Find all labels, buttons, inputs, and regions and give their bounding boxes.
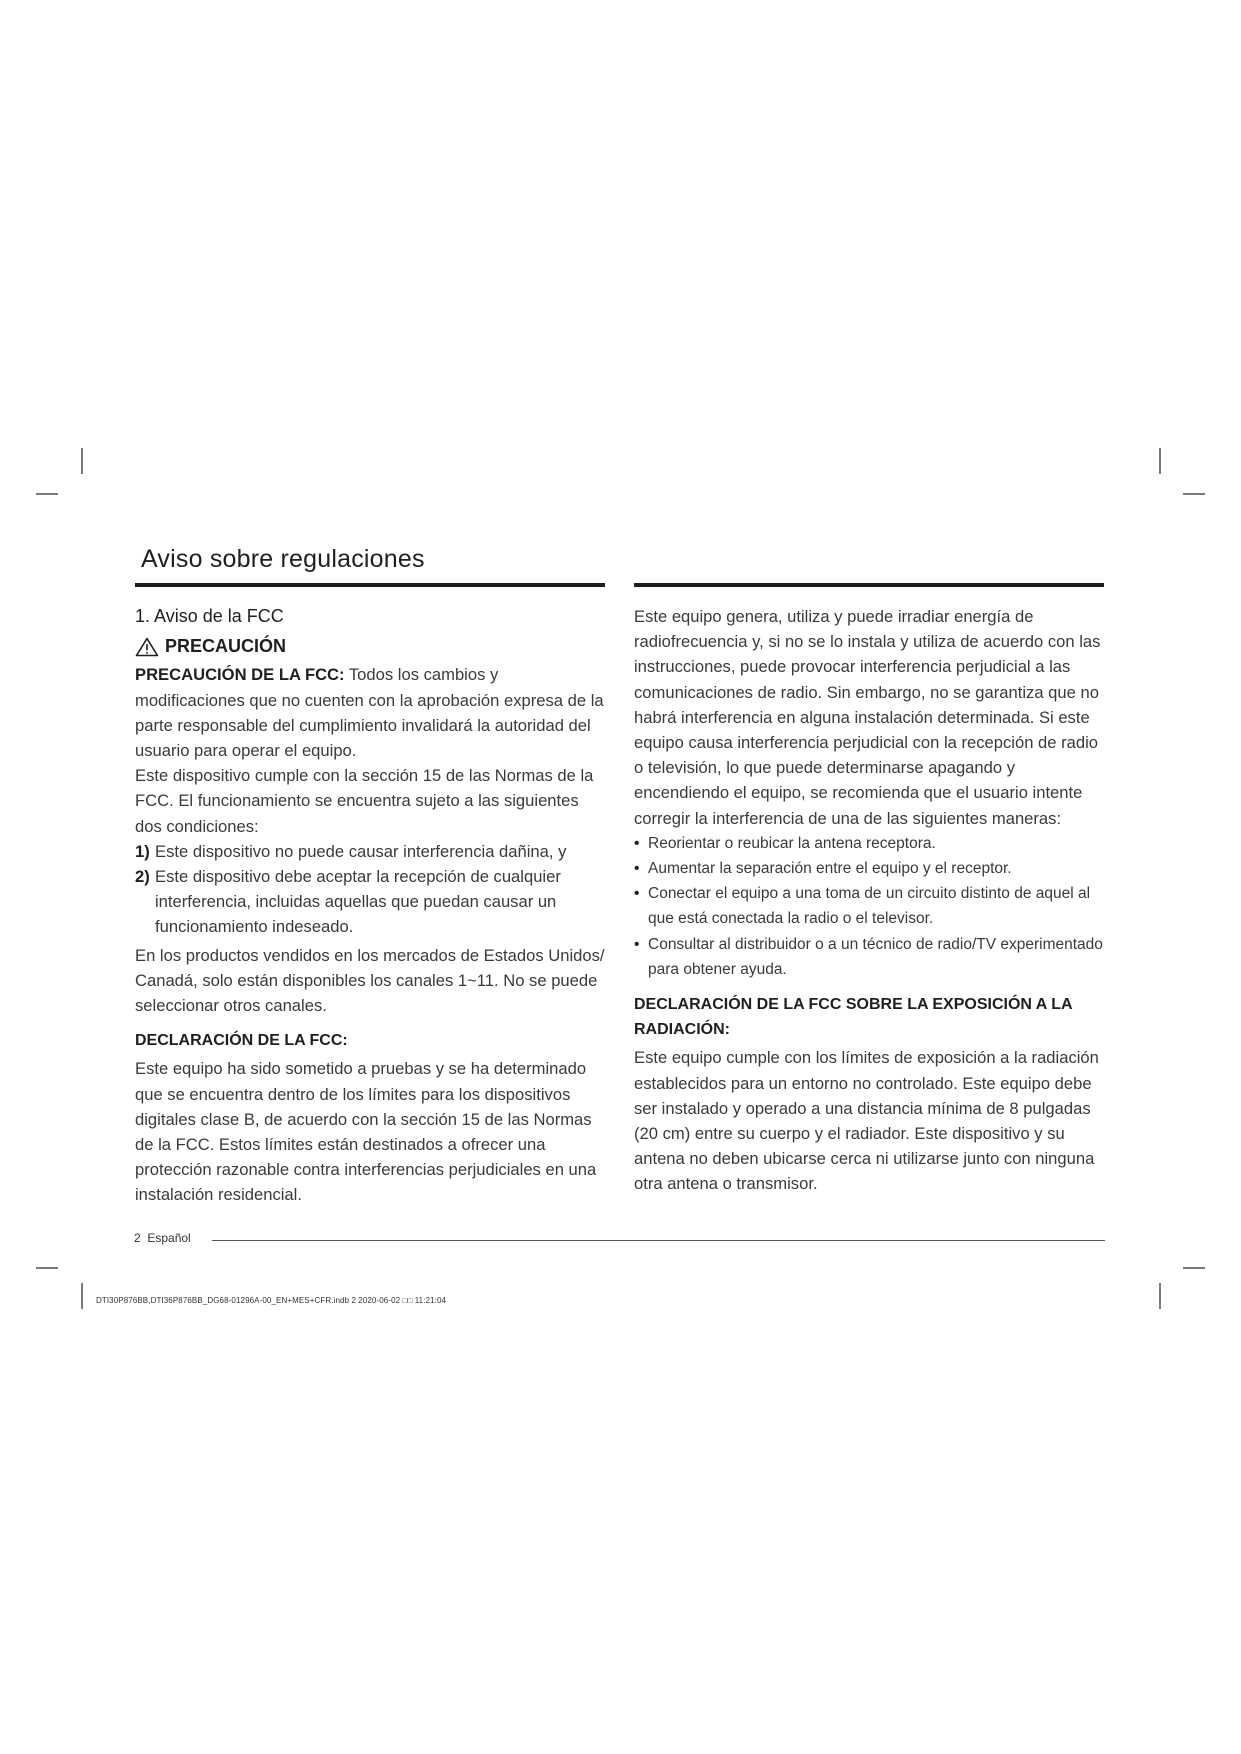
- caution-heading: [135, 634, 605, 659]
- condition-item: [135, 864, 605, 940]
- right-column: [634, 604, 1104, 1197]
- list-item: [634, 932, 1104, 982]
- crop-mark-top-right-vertical: [1159, 448, 1161, 474]
- crop-mark-bottom-left-horizontal: [36, 1267, 58, 1269]
- radiation-paragraph: Este equipo cumple con los límites de exposición a la radiación establecidos para un entorno no controlado. Este equipo debe ser instalado y operado a una distancia mínima de 8 pulgadas (20 cm) entre su cuerpo y el radiador. Este dispositivo y su antena no deben ubicarse cerca ni utilizarse junto con ninguna otra antena o transmisor.: [634, 1048, 1099, 1194]
- condition-number: 2): [135, 867, 150, 887]
- footer-rule: [212, 1240, 1105, 1241]
- condition-number: 1): [135, 841, 150, 861]
- bullet-icon: •: [634, 935, 640, 953]
- measure-text: Consultar al distribuidor o a un técnico de radio/TV experimentado para obtener ayuda.: [648, 935, 1103, 978]
- measure-text: Aumentar la separación entre el equipo y el receptor.: [648, 860, 1012, 878]
- page-footer: [134, 1231, 191, 1245]
- list-item: [634, 856, 1104, 881]
- section-title: 1. Aviso de la FCC: [135, 606, 284, 626]
- measure-text: Conectar el equipo a una toma de un circuito distinto de aquel al que está conectada la radio o el televisor.: [648, 885, 1091, 928]
- bullet-icon: •: [634, 885, 640, 903]
- caution-lead: PRECAUCIÓN DE LA FCC:: [135, 665, 345, 685]
- radiation-title: DECLARACIÓN DE LA FCC SOBRE LA EXPOSICIÓN A LA RADIACIÓN:: [634, 996, 1072, 1039]
- crop-mark-top-left-horizontal: [36, 493, 58, 495]
- crop-mark-top-left-vertical: [81, 448, 83, 474]
- caution-paragraph: [135, 662, 605, 763]
- page-language: Español: [147, 1231, 191, 1245]
- bullet-icon: •: [634, 834, 640, 852]
- interference-paragraph: Este equipo genera, utiliza y puede irradiar energía de radiofrecuencia y, si no se lo instala y utiliza de acuerdo con las instrucciones, puede provocar interferencia perjudicial a las comunicaciones de radio. Sin embargo, no se garantiza que no habrá interferencia en alguna instalación determinada. Si este equipo causa interferencia perjudicial con la recepción de radio o televisión, lo que puede determinarse apagando y encendiendo el equipo, se recomienda que el usuario intente corregir la interferencia de una de las siguientes maneras:: [634, 607, 1101, 828]
- list-item: [634, 881, 1104, 931]
- print-slug: DTI30P876BB,DTI36P876BB_DG68-01296A-00_EN+MES+CFR.indb 2 2020-06-02 □□ 11:21:04: [96, 1296, 447, 1305]
- title-rule-right: [634, 583, 1104, 587]
- condition-text: Este dispositivo debe aceptar la recepción de cualquier interferencia, incluidas aquellas que puedan causar un funcionamiento indeseado.: [155, 867, 561, 937]
- list-item: [634, 831, 1104, 856]
- compliance-paragraph: Este dispositivo cumple con la sección 15 de las Normas de la FCC. El funcionamiento se encuentra sujeto a las siguientes dos condiciones:: [135, 766, 594, 836]
- measure-text: Reorientar o reubicar la antena receptora.: [648, 834, 936, 852]
- crop-mark-bottom-left-vertical: [81, 1283, 83, 1309]
- declaration-paragraph: Este equipo ha sido sometido a pruebas y se ha determinado que se encuentra dentro de los límites para los dispositivos digitales clase B, de acuerdo con la sección 15 de las Normas de la FCC. Estos límites están destinados a ofrecer una protección razonable contra interferencias perjudiciales en una instalación residencial.: [135, 1059, 597, 1205]
- page-number: 2: [134, 1231, 141, 1245]
- warning-icon: [135, 637, 159, 657]
- crop-mark-bottom-right-vertical: [1159, 1283, 1161, 1309]
- crop-mark-top-right-horizontal: [1183, 493, 1205, 495]
- channels-paragraph: En los productos vendidos en los mercados de Estados Unidos/ Canadá, solo están disponibles los canales 1~11. No se puede seleccionar otros canales.: [135, 945, 605, 1016]
- declaration-title: DECLARACIÓN DE LA FCC:: [135, 1032, 348, 1050]
- page-title: Aviso sobre regulaciones: [141, 545, 425, 573]
- crop-mark-bottom-right-horizontal: [1183, 1267, 1205, 1269]
- measures-list: [634, 831, 1104, 982]
- bullet-icon: •: [634, 860, 640, 878]
- left-column: [135, 604, 605, 1208]
- condition-item: [135, 839, 605, 864]
- caution-label: PRECAUCIÓN: [165, 636, 287, 657]
- caution-text: Todos los cambios y modificaciones que no cuenten con la aprobación expresa de la parte responsable del cumplimiento invalidará la autoridad del usuario para operar el equipo.: [135, 665, 604, 761]
- title-rule-left: [135, 583, 605, 587]
- condition-text: Este dispositivo no puede causar interferencia dañina, y: [155, 841, 567, 861]
